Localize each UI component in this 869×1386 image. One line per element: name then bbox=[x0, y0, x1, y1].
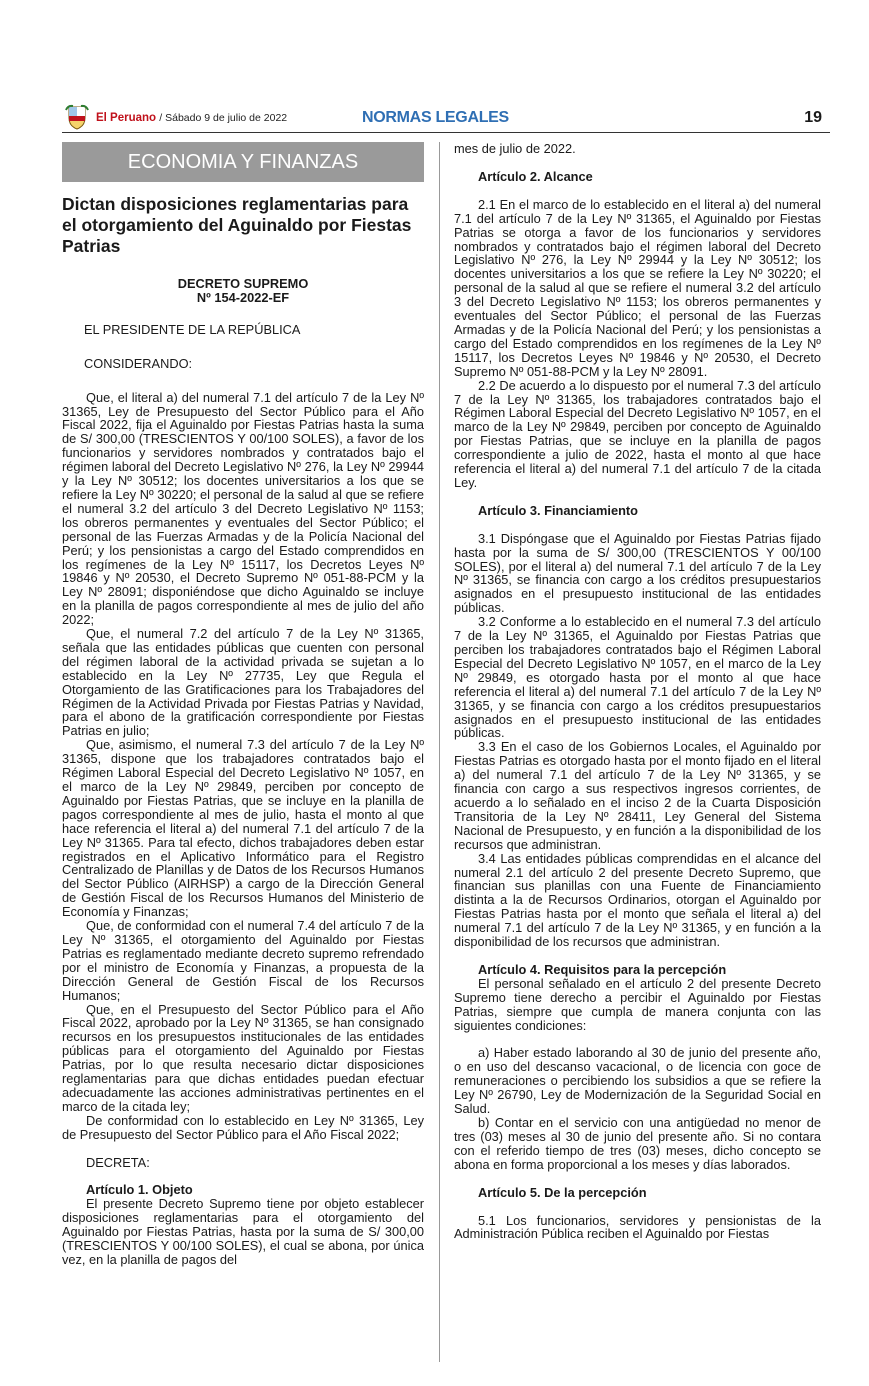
considerando-paragraph: Que, asimismo, el numeral 7.3 del artículo 7 de la Ley Nº 31365, dispone que los trabajadores contratados bajo el Régimen Laboral Especial del Decreto Legislativo Nº 1057, en el marco de la Ley Nº 29849, perciben por concepto de Aguinaldo por Fiestas Patrias, que se incluye en la planilla de pagos correspondiente al mes de julio, hasta el monto al que hace referencia el literal a) del numeral 7.1 del artículo 7 de la Ley Nº 31365. Para tal efecto, dichos trabajadores deben estar registrados en el Aplicativo Informático para el Registro Centralizado de Planillas y de Datos de los Recursos Humanos del Sector Público (AIRHSP) a cargo de la Dirección General de Gestión Fiscal de los Recursos Humanos del Ministerio de Economía y Finanzas; bbox=[62, 737, 424, 920]
article-1-heading: Artículo 1. Objeto bbox=[86, 1182, 193, 1198]
considering-heading: CONSIDERANDO: bbox=[84, 355, 193, 371]
coat-of-arms-icon bbox=[65, 104, 89, 130]
considerando-paragraph: Que, en el Presupuesto del Sector Público para el Año Fiscal 2022, aprobado por la Ley Nº 31365, se han consignado recursos en los presupuestos institucionales de las entidades públicas para el otorgamiento del Aguinaldo por Fiestas Patrias, por lo que resulta necesario dictar disposiciones reglamentarias para que dichas entidades puedan efectuar adecuadamente las acciones administrativas pertinentes en el marco de la citada ley; bbox=[62, 1001, 424, 1114]
article-4-intro: El personal señalado en el artículo 2 del presente Decreto Supremo tiene derecho a percibir el Aguinaldo por Fiestas Patrias, siempre que cumpla de manera conjunta con las siguientes condiciones: bbox=[454, 975, 821, 1033]
article-4-item: a) Haber estado laborando al 30 de junio del presente año, o en uso del descanso vacacional, o de licencia con goce de remuneraciones o percibiendo los subsidios a que se refiere la Ley Nº 26790, Ley de Modernización de la Seguridad Social en Salud. bbox=[454, 1045, 821, 1117]
considerando-paragraph: Que, el numeral 7.2 del artículo 7 de la Ley Nº 31365, señala que las entidades públicas que cuenten con personal del régimen laboral de la actividad privada se sujetan a lo establecido en la Ley Nº 27735, Ley que Regula el Otorgamiento de las Gratificaciones para los Trabajadores del Régimen de la Actividad Privada por Fiestas Patrias y Navidad, para el abono de la gratificación correspondiente por Fiestas Patrias en julio; bbox=[62, 626, 424, 739]
masthead bbox=[96, 112, 287, 124]
right-column bbox=[454, 142, 821, 1241]
left-column bbox=[62, 142, 424, 1267]
article-3-paragraph: 3.1 Dispóngase que el Aguinaldo por Fiestas Patrias fijado hasta por la suma de S/ 300,00 (TRESCIENTOS Y 00/100 SOLES), por el literal a) del numeral 7.1 del artículo 7 de la Ley Nº 31365, se financia con cargo a los créditos presupuestarios asignados en el presupuesto institucional de las entidades públicas. bbox=[454, 530, 821, 616]
page-header bbox=[62, 104, 830, 134]
decreta-heading: DECRETA: bbox=[86, 1154, 150, 1170]
article-3-paragraph: 3.2 Conforme a lo establecido en el numeral 7.3 del artículo 7 de la Ley Nº 31365, el Aguinaldo por Fiestas Patrias que perciben los trabajadores contratados bajo el Régimen Laboral Especial del Decreto Legislativo Nº 1057, en el marco de la Ley Nº 29849, es otorgado hasta por el monto al que hace referencia el literal a) del numeral 7.1 del artículo 7 de la Ley Nº 31365, y se financia con cargo a los créditos presupuestarios asignados en el presupuesto institucional de las entidades públicas. bbox=[454, 614, 821, 741]
section-title: NORMAS LEGALES bbox=[362, 109, 509, 126]
page-number: 19 bbox=[804, 109, 822, 126]
section-banner: ECONOMIA Y FINANZAS bbox=[62, 142, 424, 182]
article-5-heading: Artículo 5. De la percepción bbox=[478, 1184, 647, 1200]
article-4-item: b) Contar en el servicio con una antigüedad no menor de tres (03) meses al 30 de junio del presente año. Si no contara con el referido tiempo de tres (03) meses, dicho concepto se abona en forma proporcional a los meses y días laborados. bbox=[454, 1115, 821, 1172]
article-3-paragraph: 3.4 Las entidades públicas comprendidas en el alcance del numeral 2.1 del artículo 2 del presente Decreto Supremo, que financian sus planillas con una Fuente de Financiamiento distinta a la de Recursos Ordinarios, otorgan el Aguinaldo por Fiestas Patrias hasta por el monto que señala el literal a) del numeral 7.1 del artículo 7 de la Ley Nº 31365, y en función a la disponibilidad de los recursos que administran. bbox=[454, 850, 821, 950]
decree-number: Nº 154-2022-EF bbox=[196, 289, 290, 305]
decree-name: DECRETO SUPREMO bbox=[177, 276, 309, 291]
article-2-paragraph: 2.1 En el marco de lo establecido en el literal a) del numeral 7.1 del artículo 7 de la Ley Nº 31365, el Aguinaldo por Fiestas Patrias se otorga a favor de los funcionarios y servidores nombrados y contratados bajo el régimen laboral del Decreto Legislativo Nº 276, la Ley Nº 29944 y la Ley Nº 30512; los docentes universitarios a los que se refiere la Ley Nº 30220; el personal de la salud al que se refiere el numeral 3.2 del artículo 3 del Decreto Legislativo Nº 1153; los obreros permanentes y eventuales del Sector Público; el personal de las Fuerzas Armadas y de la Policía Nacional del Perú; y los pensionistas a cargo del Estado comprendidos en los regímenes de la Ley Nº 15117, los Decretos Leyes Nº 19846 y Nº 20530, el Decreto Supremo Nº 051-88-PCM y la Ley Nº 28091. bbox=[454, 196, 821, 379]
article-2-paragraph: 2.2 De acuerdo a lo dispuesto por el numeral 7.3 del artículo 7 de la Ley Nº 31365, los trabajadores contratados bajo el Régimen Laboral Especial del Decreto Legislativo Nº 1057, en el marco de la Ley Nº 29849, perciben por concepto de Aguinaldo por Fiestas Patrias, que se incluye en la planilla de pagos correspondiente a julio de 2022, hasta el monto al que hace referencia el literal a) del numeral 7.1 del artículo 7 de la citada Ley. bbox=[454, 377, 821, 490]
considerando-paragraph: Que, de conformidad con el numeral 7.4 del artículo 7 de la Ley Nº 31365, el otorgamiento del Aguinaldo por Fiestas Patrias es reglamentado mediante decreto supremo refrendado por el ministro de Economía y Finanzas, a propuesta de la Dirección General de Gestión Fiscal de los Recursos Humanos; bbox=[62, 918, 424, 1003]
article-1-continuation: mes de julio de 2022. bbox=[454, 141, 576, 156]
article-1-text: El presente Decreto Supremo tiene por objeto establecer disposiciones reglamentarias para el otorgamiento del Aguinaldo por Fiestas Patrias, hasta por la suma de S/ 300,00 (TRESCIENTOS Y 00/100 SOLES), el cual se abona, por única vez, en la planilla de pagos del bbox=[62, 1196, 424, 1267]
article-3-heading: Artículo 3. Financiamiento bbox=[478, 502, 638, 518]
article-4-heading: Artículo 4. Requisitos para la percepción bbox=[478, 961, 727, 977]
president-line: EL PRESIDENTE DE LA REPÚBLICA bbox=[84, 321, 301, 337]
document-title: Dictan disposiciones reglamentarias para el otorgamiento del Aguinaldo por Fiestas Patrias bbox=[62, 194, 412, 256]
article-2-heading: Artículo 2. Alcance bbox=[478, 168, 593, 184]
publication-date: / Sábado 9 de julio de 2022 bbox=[159, 112, 288, 124]
considerando-paragraph: Que, el literal a) del numeral 7.1 del artículo 7 de la Ley Nº 31365, Ley de Presupuesto del Sector Público para el Año Fiscal 2022, fija el Aguinaldo por Fiestas Patrias hasta la suma de S/ 300,00 (TRESCIENTOS Y 00/100 SOLES), a favor de los funcionarios y servidores nombrados y contratados bajo el régimen laboral del Decreto Legislativo Nº 276, la Ley Nº 29944 y la Ley Nº 30512; los docentes universitarios a los que se refiere la Ley Nº 30220; el personal de la salud al que se refiere el numeral 3.2 del artículo 3 del Decreto Legislativo Nº 1153; los obreros permanentes y eventuales del Sector Público; el personal de las Fuerzas Armadas y de la Policía Nacional del Perú; y los pensionistas a cargo del Estado comprendidos en los regímenes de la Ley Nº 15117, los Decretos Leyes Nº 19846 y Nº 20530, el Decreto Supremo Nº 051-88-PCM y la Ley Nº 28091; disponiéndose que dicho Aguinaldo se incluye en la planilla de pagos correspondiente al mes de julio del año 2022; bbox=[62, 389, 424, 628]
article-3-paragraph: 3.3 En el caso de los Gobiernos Locales, el Aguinaldo por Fiestas Patrias es otorgado hasta por el monto fijado en el literal a) del numeral 7.1 del artículo 7 de la Ley Nº 31365, y se financia con cargo a sus respectivos ingresos corrientes, de acuerdo a lo señalado en el inciso 2 de la Cuarta Disposición Transitoria de la Ley Nº 28411, Ley General del Sistema Nacional de Presupuesto, y en función a la disponibilidad de los recursos que administran. bbox=[454, 739, 821, 852]
considerando-paragraph: De conformidad con lo establecido en Ley Nº 31365, Ley de Presupuesto del Sector Público para el Año Fiscal 2022; bbox=[62, 1112, 424, 1142]
article-5-paragraph: 5.1 Los funcionarios, servidores y pensionistas de la Administración Pública reciben el Aguinaldo por Fiestas bbox=[454, 1212, 821, 1242]
header-divider bbox=[62, 132, 830, 133]
column-divider bbox=[439, 142, 440, 1362]
newspaper-brand: El Peruano bbox=[96, 112, 157, 124]
